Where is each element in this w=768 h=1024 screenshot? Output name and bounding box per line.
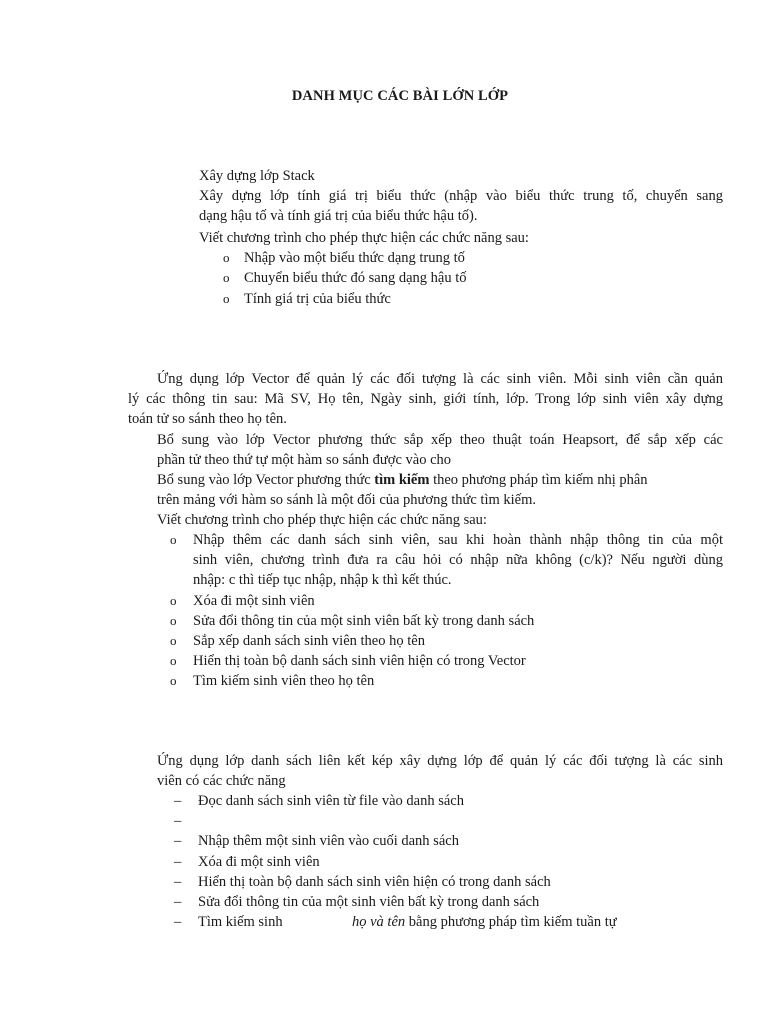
- section2-p3-line1: Bổ sung vào lớp Vector phương thức tìm kiếm theo phương pháp tìm kiếm nhị phân: [157, 472, 648, 488]
- list-item-line1: Nhập thêm các danh sách sinh viên, sau khi hoàn thành nhập thông tin của một: [193, 532, 723, 548]
- bullet-marker: o: [170, 593, 177, 608]
- section2-intro: Viết chương trình cho phép thực hiện các chức năng sau:: [157, 512, 487, 528]
- section2-p1-line2: lý các thông tin sau: Mã SV, Họ tên, Ngày sinh, giới tính, lớp. Trong lớp sinh viên xây dựng: [128, 391, 723, 407]
- list-item: Nhập thêm một sinh viên vào cuối danh sách: [198, 833, 459, 849]
- list-item-line3: nhập: c thì tiếp tục nhập, nhập k thì kết thúc.: [193, 572, 452, 588]
- list-item: Nhập vào một biểu thức dạng trung tố: [244, 250, 465, 266]
- dash-marker: –: [174, 874, 182, 890]
- section2-p1-line3: toán tử so sánh theo họ tên.: [128, 411, 287, 427]
- section2-p3-line2: trên mảng với hàm so sánh là một đối của phương thức tìm kiếm.: [157, 492, 536, 508]
- section1-heading: Xây dựng lớp Stack: [199, 168, 315, 184]
- section1-desc-line1: Xây dựng lớp tính giá trị biểu thức (nhập vào biểu thức trung tố, chuyển sang: [199, 188, 723, 204]
- list-item-line2: sinh viên, chương trình đưa ra câu hỏi có nhập nữa không (c/k)? Nếu người dùng: [193, 552, 723, 568]
- section1-intro: Viết chương trình cho phép thực hiện các chức năng sau:: [199, 230, 529, 246]
- list-item: Sửa đổi thông tin của một sinh viên bất kỳ trong danh sách: [198, 894, 540, 910]
- bullet-marker: o: [170, 673, 177, 688]
- italic-keyword: họ và tên: [352, 914, 406, 930]
- dash-marker: –: [174, 854, 182, 870]
- dash-marker: –: [174, 894, 182, 910]
- dash-marker: –: [174, 833, 182, 849]
- bullet-marker: o: [223, 291, 230, 306]
- list-item: Tìm kiếm sinh viên theo họ tên: [193, 673, 375, 689]
- list-item-last-a: Tìm kiếm sinh: [198, 914, 283, 930]
- list-item: Tính giá trị của biểu thức: [244, 291, 391, 307]
- section2-p1-line1: Ứng dụng lớp Vector để quản lý các đối tượng là các sinh viên. Mỗi sinh viên cần quản: [157, 371, 723, 387]
- list-item: Đọc danh sách sinh viên từ file vào danh sách: [198, 793, 464, 809]
- list-item: Hiển thị toàn bộ danh sách sinh viên hiện có trong Vector: [193, 653, 526, 669]
- bullet-marker: o: [170, 613, 177, 628]
- list-item-last-bc: họ và tên bằng phương pháp tìm kiếm tuần tự: [352, 914, 617, 930]
- dash-marker: –: [174, 813, 182, 829]
- section2-p2-line1: Bổ sung vào lớp Vector phương thức sắp xếp theo thuật toán Heapsort, để sắp xếp các: [157, 432, 723, 448]
- list-item: Xóa đi một sinh viên: [193, 593, 315, 609]
- section3-p1-line1: Ứng dụng lớp danh sách liên kết kép xây dựng lớp để quản lý các đối tượng là các sinh: [157, 753, 723, 769]
- bullet-marker: o: [170, 653, 177, 668]
- page-title: DANH MỤC CÁC BÀI LỚN LỚP: [291, 88, 509, 104]
- list-item: Hiển thị toàn bộ danh sách sinh viên hiện có trong danh sách: [198, 874, 551, 890]
- bold-keyword: tìm kiếm: [374, 472, 430, 488]
- bullet-marker: o: [170, 532, 177, 547]
- list-item: Chuyển biểu thức đó sang dạng hậu tố: [244, 270, 467, 286]
- section1-desc-line2: dạng hậu tố và tính giá trị của biểu thức hậu tố).: [199, 208, 478, 224]
- list-item: Sắp xếp danh sách sinh viên theo họ tên: [193, 633, 425, 649]
- bullet-marker: o: [223, 270, 230, 285]
- section3-p1-line2: viên có các chức năng: [157, 773, 286, 789]
- dash-marker: –: [174, 793, 182, 809]
- list-item: Sửa đổi thông tin của một sinh viên bất kỳ trong danh sách: [193, 613, 535, 629]
- list-item: Xóa đi một sinh viên: [198, 854, 320, 870]
- section2-p2-line2: phần tử theo thứ tự một hàm so sánh được vào cho: [157, 452, 452, 468]
- dash-marker: –: [174, 914, 182, 930]
- bullet-marker: o: [223, 250, 230, 265]
- bullet-marker: o: [170, 633, 177, 648]
